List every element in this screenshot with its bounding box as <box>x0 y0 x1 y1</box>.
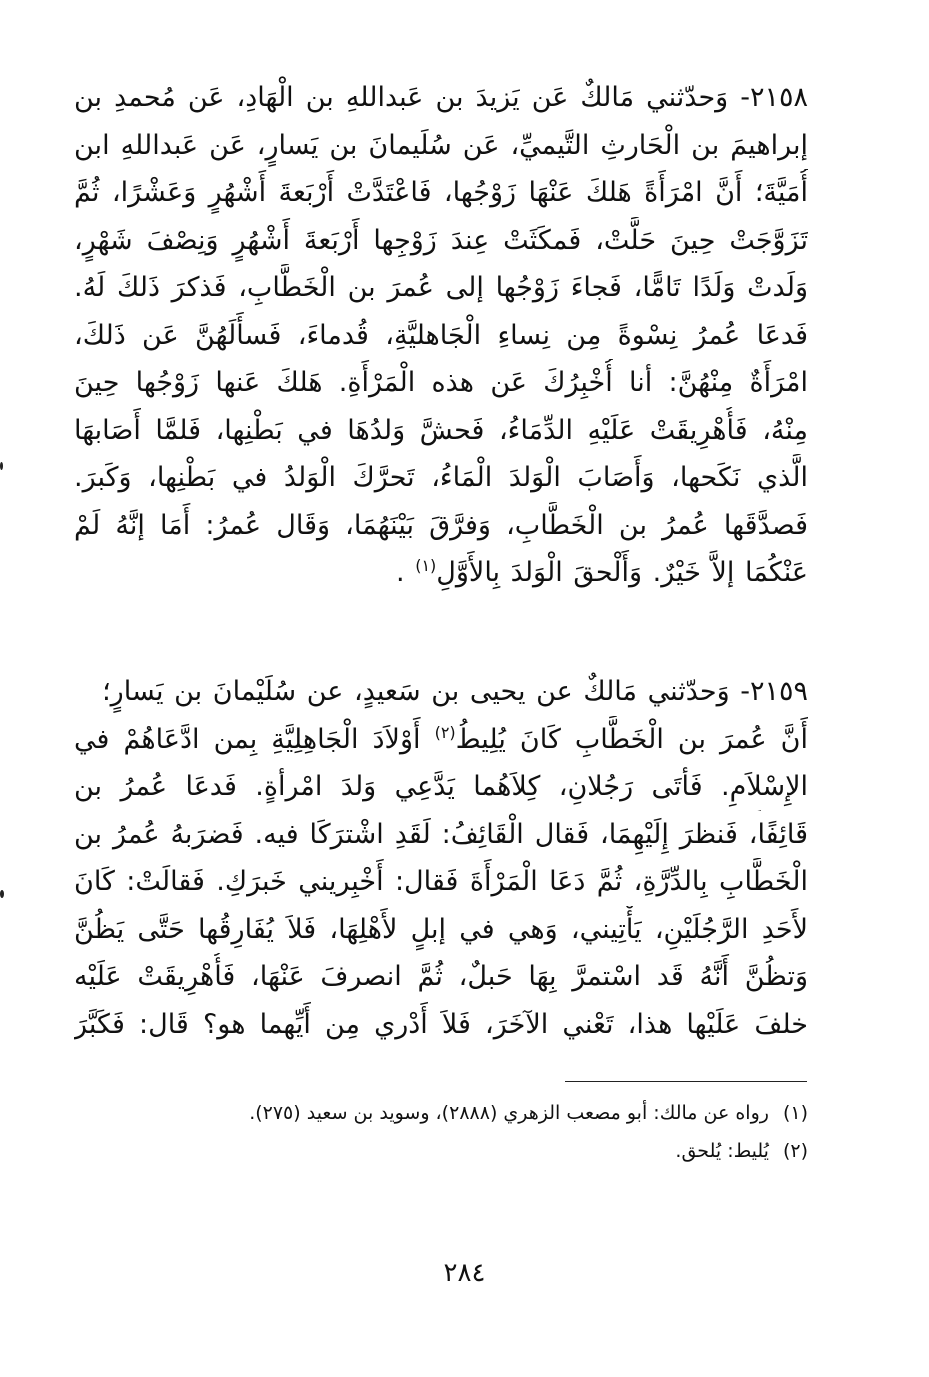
footnotes <box>74 1094 808 1170</box>
hadith-2158-line-7: امْرَأَةٌ مِنْهُنَّ: أنا أُخْبِرُكَ عَن هذه الْمَرْأَةِ. هَلكَ عَنها زَوْجُها حِينَ <box>74 367 808 398</box>
footnote-ref-1: (١) <box>415 556 437 575</box>
hadith-2159-line-7: وَتظُنَّ أَنَّهُ قَد اسْتمرَّ بِهَا حَبلٌ، ثُمَّ انصرفَ عَنْهَا، فَأُهْرِيقَتْ عَلَيْه <box>74 961 808 992</box>
footnote-number: (١) <box>782 1102 808 1124</box>
hadith-2159-line-4: قَائِفًا، فَنظرَ إِلَيْهِمَا، فَقال الْقَائِفُ: لَقَدِ اشْترَكَا فيه. فَضرَبهُ عُمرُ بن <box>74 818 808 850</box>
footnote-separator <box>565 1081 807 1082</box>
hadith-2158-line-5: وَلَدتْ وَلَدًا تَامًّا، فَجاءَ زَوْجُها إلى عُمرَ بن الْخَطَّابِ، فَذكرَ ذَلكَ لَهُ. <box>74 272 808 303</box>
hadith-2159-line-8: خلفَ عَلَيْها هذا، تَعْني الآخَرَ، فَلاَ أَدْري مِن أَيِّهما هو؟ قَال: فَكَبَّرَ <box>74 1008 808 1040</box>
hadith-2158-line-6: فَدعَا عُمرُ نِسْوةً مِن نِساءِ الْجَاهليَّةِ، قُدماءَ، فَسأَلَهُنَّ عَن ذَلكَ، <box>74 319 808 351</box>
hadith-2158-line-2: إبراهيمَ بن الْحَارثِ التَّيميِّ، عَن سُلَيمانَ بن يَسارٍ، عَن عَبداللهِ ابن <box>74 129 808 161</box>
hadith-2159-line-2: أَنَّ عُمرَ بن الْخَطَّابِ كَانَ يُلِيطُ$^{(٢)}$ أَوْلاَدَ الْجَاهِلِيَّةِ بِمن ادَّعَاهُمْ في <box>74 722 808 755</box>
footnote-text: رواه عن مالك: أبو مصعب الزهري (٢٨٨٨)، وسويد بن سعيد (٢٧٥). <box>249 1102 769 1124</box>
hadith-2159-line-3: الإِسْلاَمِ. فَأتَى رَجُلانِ، كِلاَهُما يَدَّعِي وَلدَ امْرأةٍ. فَدعَا عُمرُ بن <box>74 771 808 802</box>
hadith-2159-line-5: الْخَطَّابِ بِالدِّرَّةِ، ثُمَّ دَعَا الْمَرْأَةَ فَقال: أَخْبِريني خَبرَكِ. فَقالَتْ: كَانَ <box>74 866 808 897</box>
page-number: ٢٨٤ <box>443 1258 486 1288</box>
hadith-2158-line-9: الَّذي نَكَحها، وَأَصَابَ الْوَلدَ الْمَاءُ، تَحرَّكَ الْوَلدُ في بَطْنِها، وَكَبرَ. <box>74 462 808 493</box>
hadith-number: ٢١٥٩- <box>740 676 808 707</box>
hadith-2158-line-4: تَزَوَّجَتْ حِينَ حَلَّتْ، فَمكَثَتْ عِندَ زَوْجِها أَرْبَعةَ أَشْهُرٍ وَنِصْفَ شَهْرٍ، <box>74 224 808 256</box>
hadith-2158-line-1: ٢١٥٨- وَحدّثني مَالكٌ عَن يَزيدَ بن عَبداللهِ بن الْهَادِ، عَن مُحمدِ بن <box>74 82 808 113</box>
footnote-ref-2: (٢) <box>434 722 456 742</box>
hadith-2158-paragraph <box>74 74 808 597</box>
scan-mark <box>0 890 4 898</box>
hadith-2158-line-3: أُمَيَّةَ؛ أَنَّ امْرَأَةً هَلكَ عَنْهَا زَوْجُها، فَاعْتَدَّتْ أَرْبَعةَ أَشْهُرٍ وَعَشْرًا، ثُمَّ <box>74 177 808 208</box>
footnote-number: (٢) <box>782 1140 808 1162</box>
footnote-1 <box>74 1094 808 1132</box>
hadith-2159-line-6: لأَحَدِ الرَّجُلَيْنِ، يَأْتِيني، وَهي في إبلٍ لأَهْلِهَا، فَلاَ يُفَارِقُها حَتَّى يَظُنَّ <box>74 913 808 945</box>
scan-mark <box>0 462 3 470</box>
hadith-2158-line-11: عَنْكُمَا إلاَّ خَيْرٌ. وَأَلْحقَ الْوَلدَ بِالأَوَّلِ$^{(١)}$ . <box>396 556 808 588</box>
hadith-2159-line-1: ٢١٥٩- وَحدّثني مَالكٌ عن يحيى بن سَعيدٍ، عن سُلَيْمانَ بن يَسارٍ؛ <box>102 676 808 707</box>
hadith-number: ٢١٥٨- <box>740 82 808 113</box>
hadith-2159-paragraph <box>74 668 808 1048</box>
hadith-2158-line-10: فَصدَّقَها عُمرُ بن الْخَطَّابِ، وَفرَّقَ بَيْنَهُمَا، وَقَال عُمرُ: أَمَا إنَّهُ لَمْ <box>74 509 808 541</box>
hadith-2158-line-8: مِنْهُ، فَأُهْرِيقَتْ عَلَيْهِ الدِّمَاءُ، فَحشَّ وَلدُهَا في بَطْنِها، فَلمَّا أَصَابهَا <box>74 414 808 446</box>
footnote-2 <box>74 1132 808 1170</box>
footnote-text: يُليط: يُلحق. <box>675 1140 769 1162</box>
